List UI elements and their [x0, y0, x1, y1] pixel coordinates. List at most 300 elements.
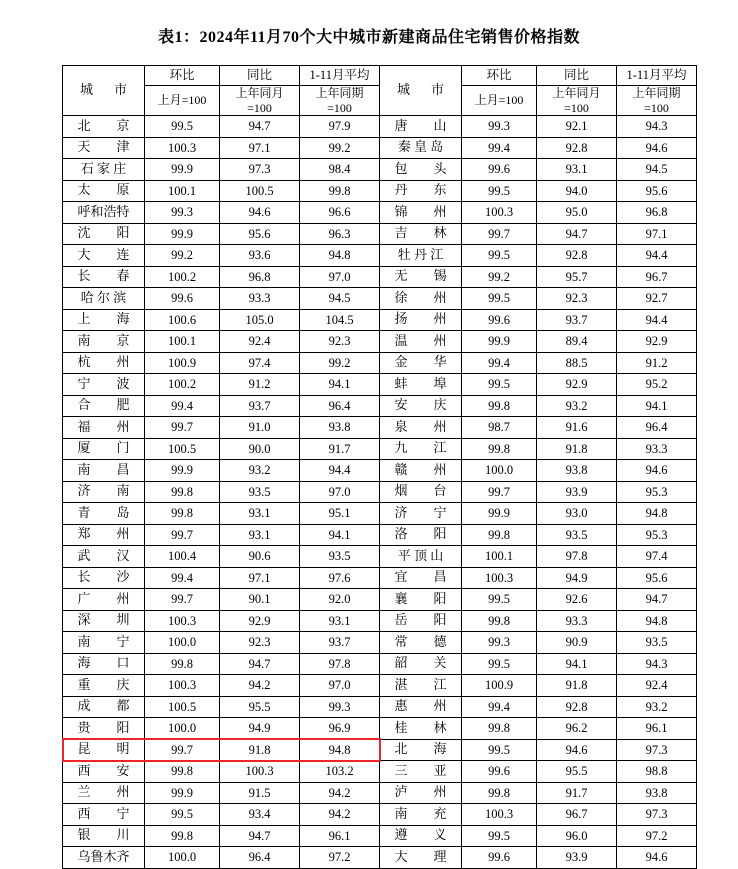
value-left-1: 99.8 — [145, 825, 220, 847]
city-label-right: 包 头 — [380, 159, 462, 181]
value-right-2: 93.9 — [537, 481, 617, 503]
value-left-2: 97.3 — [220, 159, 300, 181]
city-label-left: 天 津 — [63, 137, 145, 159]
value-left-3: 93.8 — [300, 417, 380, 439]
city-label-right: 扬 州 — [380, 309, 462, 331]
value-right-3: 95.3 — [617, 524, 697, 546]
value-left-3: 94.2 — [300, 804, 380, 826]
value-right-2: 93.9 — [537, 847, 617, 869]
city-label-right: 徐 州 — [380, 288, 462, 310]
table-row — [63, 825, 697, 847]
value-right-3: 97.1 — [617, 223, 697, 245]
value-left-2: 93.1 — [220, 503, 300, 525]
city-label-right: 泉 州 — [380, 417, 462, 439]
table-row — [63, 782, 697, 804]
value-right-2: 91.8 — [537, 675, 617, 697]
value-left-3: 97.0 — [300, 675, 380, 697]
header-yoy-base-right-l1: 上年同月 — [552, 86, 601, 101]
value-left-3: 104.5 — [300, 309, 380, 331]
value-right-3: 95.6 — [617, 180, 697, 202]
value-right-2: 92.8 — [537, 245, 617, 267]
value-left-2: 105.0 — [220, 309, 300, 331]
city-label-right: 宜 昌 — [380, 567, 462, 589]
value-left-2: 94.9 — [220, 718, 300, 740]
value-right-2: 91.6 — [537, 417, 617, 439]
value-right-3: 94.6 — [617, 847, 697, 869]
value-left-3: 94.8 — [300, 739, 380, 761]
value-left-1: 100.2 — [145, 374, 220, 396]
table-row — [63, 675, 697, 697]
value-right-2: 93.8 — [537, 460, 617, 482]
value-right-3: 94.3 — [617, 653, 697, 675]
value-left-2: 96.4 — [220, 847, 300, 869]
value-right-2: 93.3 — [537, 610, 617, 632]
value-left-3: 93.1 — [300, 610, 380, 632]
value-right-2: 96.7 — [537, 804, 617, 826]
city-label-right: 赣 州 — [380, 460, 462, 482]
value-left-2: 93.6 — [220, 245, 300, 267]
value-right-3: 94.8 — [617, 610, 697, 632]
value-left-2: 94.7 — [220, 653, 300, 675]
value-left-1: 99.8 — [145, 481, 220, 503]
city-label-left: 昆 明 — [63, 739, 145, 761]
city-label-right: 襄 阳 — [380, 589, 462, 611]
value-left-3: 93.5 — [300, 546, 380, 568]
value-left-1: 100.2 — [145, 266, 220, 288]
value-left-2: 97.4 — [220, 352, 300, 374]
table-row — [63, 847, 697, 869]
value-right-3: 92.4 — [617, 675, 697, 697]
value-right-1: 99.4 — [462, 696, 537, 718]
table-row — [63, 223, 697, 245]
city-label-left: 大 连 — [63, 245, 145, 267]
value-left-3: 99.3 — [300, 696, 380, 718]
city-label-right: 平 顶 山 — [380, 546, 462, 568]
header-yoy-base-right-l2: =100 — [564, 100, 589, 115]
value-left-1: 99.9 — [145, 159, 220, 181]
table-row — [63, 395, 697, 417]
value-right-3: 97.3 — [617, 804, 697, 826]
city-label-left: 郑 州 — [63, 524, 145, 546]
value-left-3: 92.3 — [300, 331, 380, 353]
value-left-1: 100.3 — [145, 675, 220, 697]
value-left-2: 95.6 — [220, 223, 300, 245]
value-left-2: 93.4 — [220, 804, 300, 826]
table-row — [63, 417, 697, 439]
value-left-1: 100.9 — [145, 352, 220, 374]
value-left-3: 99.8 — [300, 180, 380, 202]
value-left-2: 90.1 — [220, 589, 300, 611]
value-left-2: 97.1 — [220, 137, 300, 159]
value-right-3: 93.8 — [617, 782, 697, 804]
city-label-right: 丹 东 — [380, 180, 462, 202]
city-label-right: 常 德 — [380, 632, 462, 654]
header-mom-base-left: 上月=100 — [145, 86, 220, 116]
header-avg-base-right-l2: =100 — [644, 100, 669, 115]
value-right-1: 99.8 — [462, 395, 537, 417]
city-label-right: 湛 江 — [380, 675, 462, 697]
value-left-2: 94.6 — [220, 202, 300, 224]
value-right-3: 96.8 — [617, 202, 697, 224]
header-yoy-right: 同比 — [537, 66, 617, 86]
header-yoy-base-right — [537, 86, 617, 116]
value-right-1: 99.5 — [462, 288, 537, 310]
value-right-2: 89.4 — [537, 331, 617, 353]
city-label-left: 南 宁 — [63, 632, 145, 654]
value-right-2: 92.8 — [537, 137, 617, 159]
header-city-right: 城 市 — [380, 66, 462, 116]
city-label-left: 杭 州 — [63, 352, 145, 374]
value-right-3: 93.2 — [617, 696, 697, 718]
city-label-left: 贵 阳 — [63, 718, 145, 740]
value-right-3: 94.8 — [617, 503, 697, 525]
value-left-3: 93.7 — [300, 632, 380, 654]
value-right-1: 100.3 — [462, 567, 537, 589]
city-label-right: 北 海 — [380, 739, 462, 761]
value-left-2: 93.3 — [220, 288, 300, 310]
table-row — [63, 718, 697, 740]
value-right-1: 99.3 — [462, 116, 537, 138]
value-right-3: 93.5 — [617, 632, 697, 654]
value-right-3: 96.7 — [617, 266, 697, 288]
city-label-right: 唐 山 — [380, 116, 462, 138]
value-right-2: 92.8 — [537, 696, 617, 718]
value-left-3: 96.1 — [300, 825, 380, 847]
value-right-3: 97.3 — [617, 739, 697, 761]
value-left-1: 99.6 — [145, 288, 220, 310]
value-right-3: 97.4 — [617, 546, 697, 568]
city-label-left: 呼和浩特 — [63, 202, 145, 224]
city-label-left: 上 海 — [63, 309, 145, 331]
value-right-1: 99.9 — [462, 503, 537, 525]
value-right-1: 99.8 — [462, 718, 537, 740]
value-right-2: 91.8 — [537, 438, 617, 460]
value-right-2: 93.0 — [537, 503, 617, 525]
value-right-1: 99.5 — [462, 653, 537, 675]
city-label-left: 石 家 庄 — [63, 159, 145, 181]
value-left-1: 99.8 — [145, 503, 220, 525]
city-label-right: 金 华 — [380, 352, 462, 374]
city-label-left: 深 圳 — [63, 610, 145, 632]
value-right-1: 99.8 — [462, 610, 537, 632]
value-right-1: 100.9 — [462, 675, 537, 697]
value-right-3: 92.9 — [617, 331, 697, 353]
value-left-2: 90.0 — [220, 438, 300, 460]
value-left-1: 100.1 — [145, 331, 220, 353]
city-label-left: 武 汉 — [63, 546, 145, 568]
value-left-2: 91.5 — [220, 782, 300, 804]
value-right-1: 99.6 — [462, 847, 537, 869]
city-label-left: 合 肥 — [63, 395, 145, 417]
table-row — [63, 266, 697, 288]
value-left-3: 94.2 — [300, 782, 380, 804]
city-label-left: 福 州 — [63, 417, 145, 439]
value-left-3: 96.4 — [300, 395, 380, 417]
table-row — [63, 524, 697, 546]
city-label-right: 桂 林 — [380, 718, 462, 740]
value-left-3: 92.0 — [300, 589, 380, 611]
value-right-3: 94.1 — [617, 395, 697, 417]
value-left-1: 99.5 — [145, 116, 220, 138]
city-label-left: 青 岛 — [63, 503, 145, 525]
value-left-3: 94.8 — [300, 245, 380, 267]
value-right-2: 92.3 — [537, 288, 617, 310]
value-right-2: 93.1 — [537, 159, 617, 181]
value-left-2: 92.3 — [220, 632, 300, 654]
table-row — [63, 696, 697, 718]
city-label-right: 遵 义 — [380, 825, 462, 847]
header-avg-base-right — [617, 86, 697, 116]
value-left-1: 99.8 — [145, 653, 220, 675]
value-left-3: 99.2 — [300, 137, 380, 159]
value-left-3: 91.7 — [300, 438, 380, 460]
value-left-1: 100.0 — [145, 847, 220, 869]
value-left-3: 103.2 — [300, 761, 380, 783]
header-yoy-base-left-l1: 上年同月 — [235, 86, 284, 101]
table-row — [63, 460, 697, 482]
price-index-table — [62, 65, 697, 869]
header-mom-right: 环比 — [462, 66, 537, 86]
value-left-3: 97.0 — [300, 266, 380, 288]
value-left-1: 100.0 — [145, 632, 220, 654]
table-row — [63, 481, 697, 503]
value-left-1: 99.4 — [145, 567, 220, 589]
value-right-3: 97.2 — [617, 825, 697, 847]
table-row — [63, 309, 697, 331]
city-label-left: 宁 波 — [63, 374, 145, 396]
value-left-2: 92.9 — [220, 610, 300, 632]
city-label-right: 济 宁 — [380, 503, 462, 525]
value-left-2: 91.8 — [220, 739, 300, 761]
value-right-2: 94.7 — [537, 223, 617, 245]
table-row — [63, 245, 697, 267]
value-left-1: 99.8 — [145, 761, 220, 783]
value-left-2: 97.1 — [220, 567, 300, 589]
value-right-1: 99.5 — [462, 739, 537, 761]
value-left-1: 100.3 — [145, 137, 220, 159]
value-right-1: 99.8 — [462, 438, 537, 460]
city-label-left: 西 宁 — [63, 804, 145, 826]
value-left-3: 97.2 — [300, 847, 380, 869]
city-label-left: 沈 阳 — [63, 223, 145, 245]
value-left-3: 97.9 — [300, 116, 380, 138]
value-right-2: 96.0 — [537, 825, 617, 847]
city-label-left: 广 州 — [63, 589, 145, 611]
header-yoy-base-left — [220, 86, 300, 116]
value-right-3: 95.3 — [617, 481, 697, 503]
header-yoy-left: 同比 — [220, 66, 300, 86]
city-label-right: 泸 州 — [380, 782, 462, 804]
city-label-right: 烟 台 — [380, 481, 462, 503]
value-left-1: 100.1 — [145, 180, 220, 202]
page-title: 表1：2024年11月70个大中城市新建商品住宅销售价格指数 — [157, 29, 581, 46]
city-label-left: 银 川 — [63, 825, 145, 847]
value-right-1: 99.2 — [462, 266, 537, 288]
value-right-1: 99.4 — [462, 137, 537, 159]
value-right-3: 96.4 — [617, 417, 697, 439]
value-right-1: 100.3 — [462, 804, 537, 826]
value-left-2: 93.2 — [220, 460, 300, 482]
value-left-3: 95.1 — [300, 503, 380, 525]
city-label-right: 安 庆 — [380, 395, 462, 417]
value-left-2: 94.7 — [220, 116, 300, 138]
table-row — [63, 202, 697, 224]
table-row — [63, 589, 697, 611]
city-label-left: 南 京 — [63, 331, 145, 353]
table-row — [63, 180, 697, 202]
city-label-left: 乌鲁木齐 — [63, 847, 145, 869]
value-left-1: 100.4 — [145, 546, 220, 568]
value-left-2: 100.5 — [220, 180, 300, 202]
value-left-1: 99.4 — [145, 395, 220, 417]
city-label-left: 重 庆 — [63, 675, 145, 697]
city-label-left: 西 安 — [63, 761, 145, 783]
table-row — [63, 352, 697, 374]
value-left-2: 93.7 — [220, 395, 300, 417]
value-right-2: 96.2 — [537, 718, 617, 740]
table-row — [63, 137, 697, 159]
value-right-1: 99.9 — [462, 331, 537, 353]
city-label-left: 哈 尔 滨 — [63, 288, 145, 310]
city-label-left: 长 春 — [63, 266, 145, 288]
value-left-2: 91.2 — [220, 374, 300, 396]
value-left-3: 94.4 — [300, 460, 380, 482]
value-left-1: 99.9 — [145, 460, 220, 482]
header-avg-right: 1-11月平均 — [617, 66, 697, 86]
value-right-1: 100.3 — [462, 202, 537, 224]
table-row — [63, 288, 697, 310]
value-left-2: 94.2 — [220, 675, 300, 697]
value-right-3: 96.1 — [617, 718, 697, 740]
value-right-1: 99.6 — [462, 159, 537, 181]
table-row — [63, 116, 697, 138]
city-label-right: 牡 丹 江 — [380, 245, 462, 267]
header-avg-base-left — [300, 86, 380, 116]
value-right-2: 95.5 — [537, 761, 617, 783]
value-right-1: 100.0 — [462, 460, 537, 482]
value-left-3: 96.3 — [300, 223, 380, 245]
city-label-left: 济 南 — [63, 481, 145, 503]
city-label-right: 九 江 — [380, 438, 462, 460]
header-city-left: 城 市 — [63, 66, 145, 116]
value-right-1: 99.6 — [462, 309, 537, 331]
value-left-2: 90.6 — [220, 546, 300, 568]
header-yoy-base-left-l2: =100 — [247, 100, 272, 115]
value-right-3: 93.3 — [617, 438, 697, 460]
city-label-left: 长 沙 — [63, 567, 145, 589]
value-right-2: 95.7 — [537, 266, 617, 288]
header-avg-base-left-l2: =100 — [327, 100, 352, 115]
value-left-1: 100.5 — [145, 438, 220, 460]
value-right-3: 94.7 — [617, 589, 697, 611]
value-right-2: 90.9 — [537, 632, 617, 654]
value-left-3: 97.6 — [300, 567, 380, 589]
city-label-right: 三 亚 — [380, 761, 462, 783]
table-header — [63, 66, 697, 116]
value-right-1: 100.1 — [462, 546, 537, 568]
value-left-2: 96.8 — [220, 266, 300, 288]
city-label-right: 洛 阳 — [380, 524, 462, 546]
value-right-1: 98.7 — [462, 417, 537, 439]
table-row — [63, 438, 697, 460]
value-right-2: 92.6 — [537, 589, 617, 611]
header-row-top — [63, 66, 697, 86]
value-left-1: 99.9 — [145, 223, 220, 245]
value-right-3: 95.2 — [617, 374, 697, 396]
value-right-2: 92.9 — [537, 374, 617, 396]
value-left-3: 94.5 — [300, 288, 380, 310]
city-label-right: 惠 州 — [380, 696, 462, 718]
value-right-2: 94.6 — [537, 739, 617, 761]
city-label-right: 南 充 — [380, 804, 462, 826]
value-left-2: 100.3 — [220, 761, 300, 783]
value-right-1: 99.8 — [462, 524, 537, 546]
value-left-1: 99.7 — [145, 589, 220, 611]
table-row — [63, 546, 697, 568]
value-left-3: 96.9 — [300, 718, 380, 740]
value-right-3: 94.3 — [617, 116, 697, 138]
value-left-3: 96.6 — [300, 202, 380, 224]
value-left-3: 94.1 — [300, 374, 380, 396]
table-row — [63, 804, 697, 826]
value-right-1: 99.5 — [462, 374, 537, 396]
city-label-right: 无 锡 — [380, 266, 462, 288]
table-row — [63, 331, 697, 353]
city-label-left: 南 昌 — [63, 460, 145, 482]
value-right-1: 99.5 — [462, 245, 537, 267]
city-label-right: 吉 林 — [380, 223, 462, 245]
value-right-2: 97.8 — [537, 546, 617, 568]
value-left-1: 99.9 — [145, 782, 220, 804]
value-left-1: 99.2 — [145, 245, 220, 267]
value-left-3: 99.2 — [300, 352, 380, 374]
header-avg-base-left-l1: 上年同期 — [315, 86, 364, 101]
city-label-right: 秦 皇 岛 — [380, 137, 462, 159]
value-right-2: 94.1 — [537, 653, 617, 675]
city-label-right: 蚌 埠 — [380, 374, 462, 396]
value-left-1: 100.5 — [145, 696, 220, 718]
header-mom-base-right: 上月=100 — [462, 86, 537, 116]
value-right-2: 88.5 — [537, 352, 617, 374]
header-mom-left: 环比 — [145, 66, 220, 86]
city-label-left: 北 京 — [63, 116, 145, 138]
city-label-right: 岳 阳 — [380, 610, 462, 632]
value-left-1: 99.7 — [145, 417, 220, 439]
price-index-table-wrap — [0, 65, 738, 869]
value-left-1: 99.5 — [145, 804, 220, 826]
value-right-2: 93.5 — [537, 524, 617, 546]
city-label-right: 锦 州 — [380, 202, 462, 224]
value-right-1: 99.7 — [462, 481, 537, 503]
city-label-left: 厦 门 — [63, 438, 145, 460]
table-row-highlighted — [63, 739, 697, 761]
table-row — [63, 159, 697, 181]
city-label-left: 太 原 — [63, 180, 145, 202]
value-left-2: 93.5 — [220, 481, 300, 503]
value-left-2: 93.1 — [220, 524, 300, 546]
table-row — [63, 567, 697, 589]
table-row — [63, 503, 697, 525]
table-row — [63, 610, 697, 632]
table-row — [63, 761, 697, 783]
value-left-2: 95.5 — [220, 696, 300, 718]
value-right-1: 99.4 — [462, 352, 537, 374]
value-left-2: 92.4 — [220, 331, 300, 353]
value-left-1: 99.3 — [145, 202, 220, 224]
value-left-3: 97.0 — [300, 481, 380, 503]
value-right-3: 94.6 — [617, 137, 697, 159]
value-left-1: 100.3 — [145, 610, 220, 632]
